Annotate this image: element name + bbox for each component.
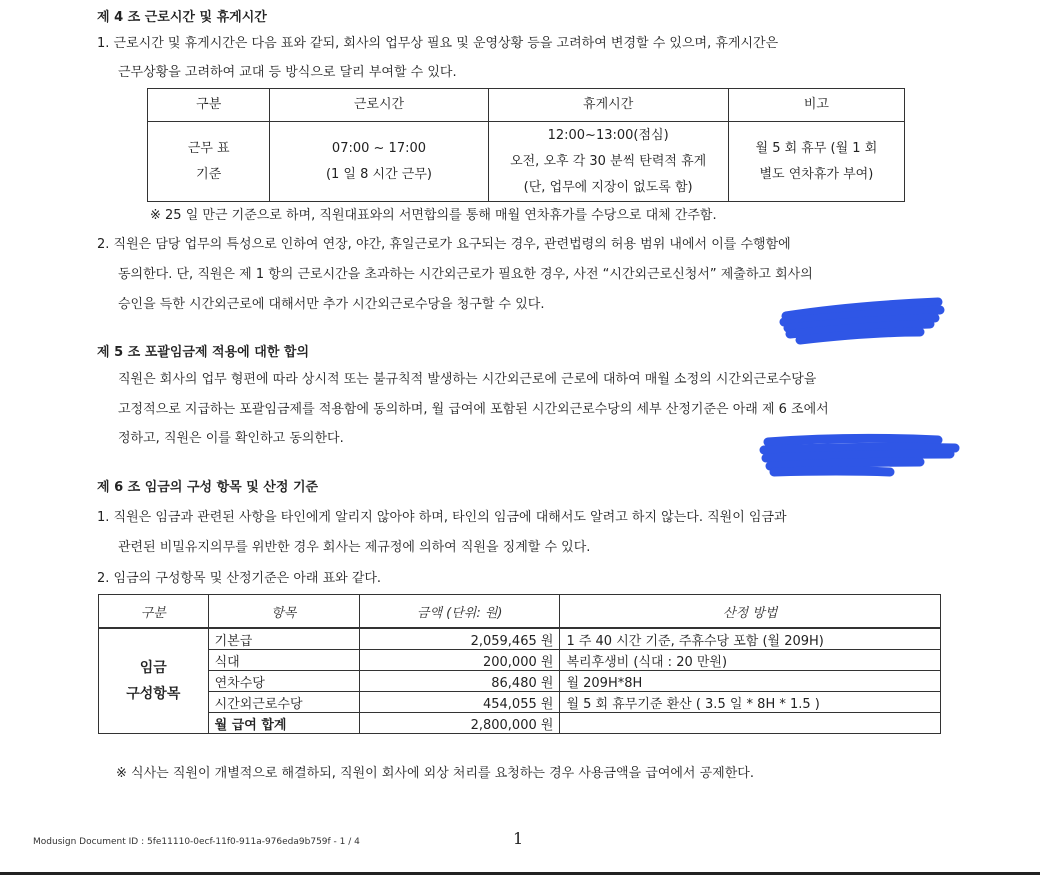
article4-p1-line2: 근무상황을 고려하여 교대 등 방식으로 달리 부여할 수 있다. — [118, 65, 457, 80]
t1-hours-line: 07:00 ~ 17:00 — [331, 140, 427, 156]
t1-remarks-cell — [728, 122, 904, 202]
t1-header-remarks: 비고 — [728, 89, 904, 122]
t2-item: 시간외근로수당 — [208, 692, 359, 713]
table-row — [99, 713, 941, 734]
t2-amount-total: 2,800,000 원 — [360, 713, 560, 734]
table-row — [99, 650, 941, 671]
article4-p2-line3: 승인을 득한 시간외근로에 대해서만 추가 시간외근로수당을 청구할 수 있다. — [118, 297, 545, 312]
wage-table — [98, 594, 941, 734]
table-row — [99, 671, 941, 692]
article4-p1-line1: 1. 근로시간 및 휴게시간은 다음 표와 같되, 회사의 업무상 필요 및 운영상황 등을 고려하여 변경할 수 있으며, 휴게시간은 — [97, 36, 779, 51]
t2-amount: 86,480 원 — [360, 671, 560, 692]
t1-header-hours: 근로시간 — [270, 89, 488, 122]
t2-item: 기본급 — [208, 628, 359, 650]
t2-group-cell — [99, 628, 209, 734]
t2-header-amount: 금액 (단위: 원) — [360, 595, 560, 629]
t1-hours-line: (1 일 8 시간 근무) — [325, 166, 432, 182]
t1-category-cell — [148, 122, 270, 202]
t1-header-breaks: 휴게시간 — [488, 89, 728, 122]
t2-method — [560, 713, 941, 734]
t2-item: 연차수당 — [208, 671, 359, 692]
t2-header-item: 항목 — [208, 595, 359, 629]
t2-method: 1 주 40 시간 기준, 주휴수당 포함 (월 209H) — [560, 628, 941, 650]
t2-amount: 454,055 원 — [360, 692, 560, 713]
t2-method: 복리후생비 (식대 : 20 만원) — [560, 650, 941, 671]
t2-amount: 200,000 원 — [360, 650, 560, 671]
article5-line3: 정하고, 직원은 이를 확인하고 동의한다. — [118, 431, 344, 446]
t2-header-method: 산정 방법 — [560, 595, 941, 629]
redaction-scribble — [770, 292, 950, 352]
work-hours-table — [147, 88, 905, 202]
article5-line1: 직원은 회사의 업무 형편에 따라 상시적 또는 불규칙적 발생하는 시간외근로에 근로에 대하여 매월 소정의 시간외근로수당을 — [118, 372, 817, 387]
t2-item-total: 월 급여 합계 — [208, 713, 359, 734]
t1-breaks-cell — [488, 122, 728, 202]
t1-category-line: 근무 표 — [187, 140, 230, 156]
article6-p1-line1: 1. 직원은 임금과 관련된 사항을 타인에게 알리지 않아야 하며, 타인의 임금에 대해서도 알려고 하지 않는다. 직원이 임금과 — [97, 510, 787, 525]
redaction-scribble — [750, 428, 965, 488]
article6-note: ※ 식사는 직원이 개별적으로 해결하되, 직원이 회사에 외상 처리를 요청하는 경우 사용금액을 급여에서 공제한다. — [116, 766, 754, 781]
article4-title: 제 4 조 근로시간 및 휴게시간 — [97, 10, 267, 25]
article5-title: 제 5 조 포괄임금제 적용에 대한 합의 — [97, 345, 310, 360]
page-number: 1 — [513, 829, 524, 848]
table-row — [99, 628, 941, 650]
table-row — [99, 692, 941, 713]
article4-note: ※ 25 일 만근 기준으로 하며, 직원대표와의 서면합의를 통해 매월 연차휴가를 수당으로 대체 간주함. — [150, 208, 717, 223]
t1-remarks-line: 월 5 회 휴무 (월 1 회 — [755, 140, 878, 156]
t1-header-category: 구분 — [148, 89, 270, 122]
t1-hours-cell — [270, 122, 488, 202]
t1-breaks-line: (단, 업무에 지장이 없도록 함) — [523, 179, 693, 195]
t1-breaks-line: 오전, 오후 각 30 분씩 탄력적 휴게 — [510, 153, 707, 169]
article6-p2: 2. 임금의 구성항목 및 산정기준은 아래 표와 같다. — [97, 571, 382, 586]
t1-remarks-line: 별도 연차휴가 부여) — [759, 166, 874, 182]
bottom-rule — [0, 872, 1040, 875]
t2-group-line: 구성항목 — [126, 686, 181, 702]
document-id: Modusign Document ID : 5fe11110-0ecf-11f0-911a-976eda9b759f - 1 / 4 — [33, 837, 360, 847]
t2-header-category: 구분 — [99, 595, 209, 629]
t2-group-line: 임금 — [139, 660, 167, 676]
t1-breaks-line: 12:00~13:00(점심) — [547, 127, 669, 143]
t1-category-line: 기준 — [196, 166, 222, 182]
t2-method: 월 209H*8H — [560, 671, 941, 692]
t2-item: 식대 — [208, 650, 359, 671]
t2-method: 월 5 회 휴무기준 환산 ( 3.5 일 * 8H * 1.5 ) — [560, 692, 941, 713]
article6-p1-line2: 관련된 비밀유지의무를 위반한 경우 회사는 제규정에 의하여 직원을 징계할 수 있다. — [118, 540, 591, 555]
article4-p2-line1: 2. 직원은 담당 업무의 특성으로 인하여 연장, 야간, 휴일근로가 요구되는 경우, 관련법령의 허용 범위 내에서 이를 수행함에 — [97, 237, 791, 252]
article5-line2: 고정적으로 지급하는 포괄임금제를 적용함에 동의하며, 월 급여에 포함된 시간외근로수당의 세부 산정기준은 아래 제 6 조에서 — [118, 402, 829, 417]
article4-p2-line2: 동의한다. 단, 직원은 제 1 항의 근로시간을 초과하는 시간외근로가 필요한 경우, 사전 “시간외근로신청서” 제출하고 회사의 — [118, 267, 813, 282]
article6-title: 제 6 조 임금의 구성 항목 및 산정 기준 — [97, 480, 319, 495]
t2-amount: 2,059,465 원 — [360, 628, 560, 650]
